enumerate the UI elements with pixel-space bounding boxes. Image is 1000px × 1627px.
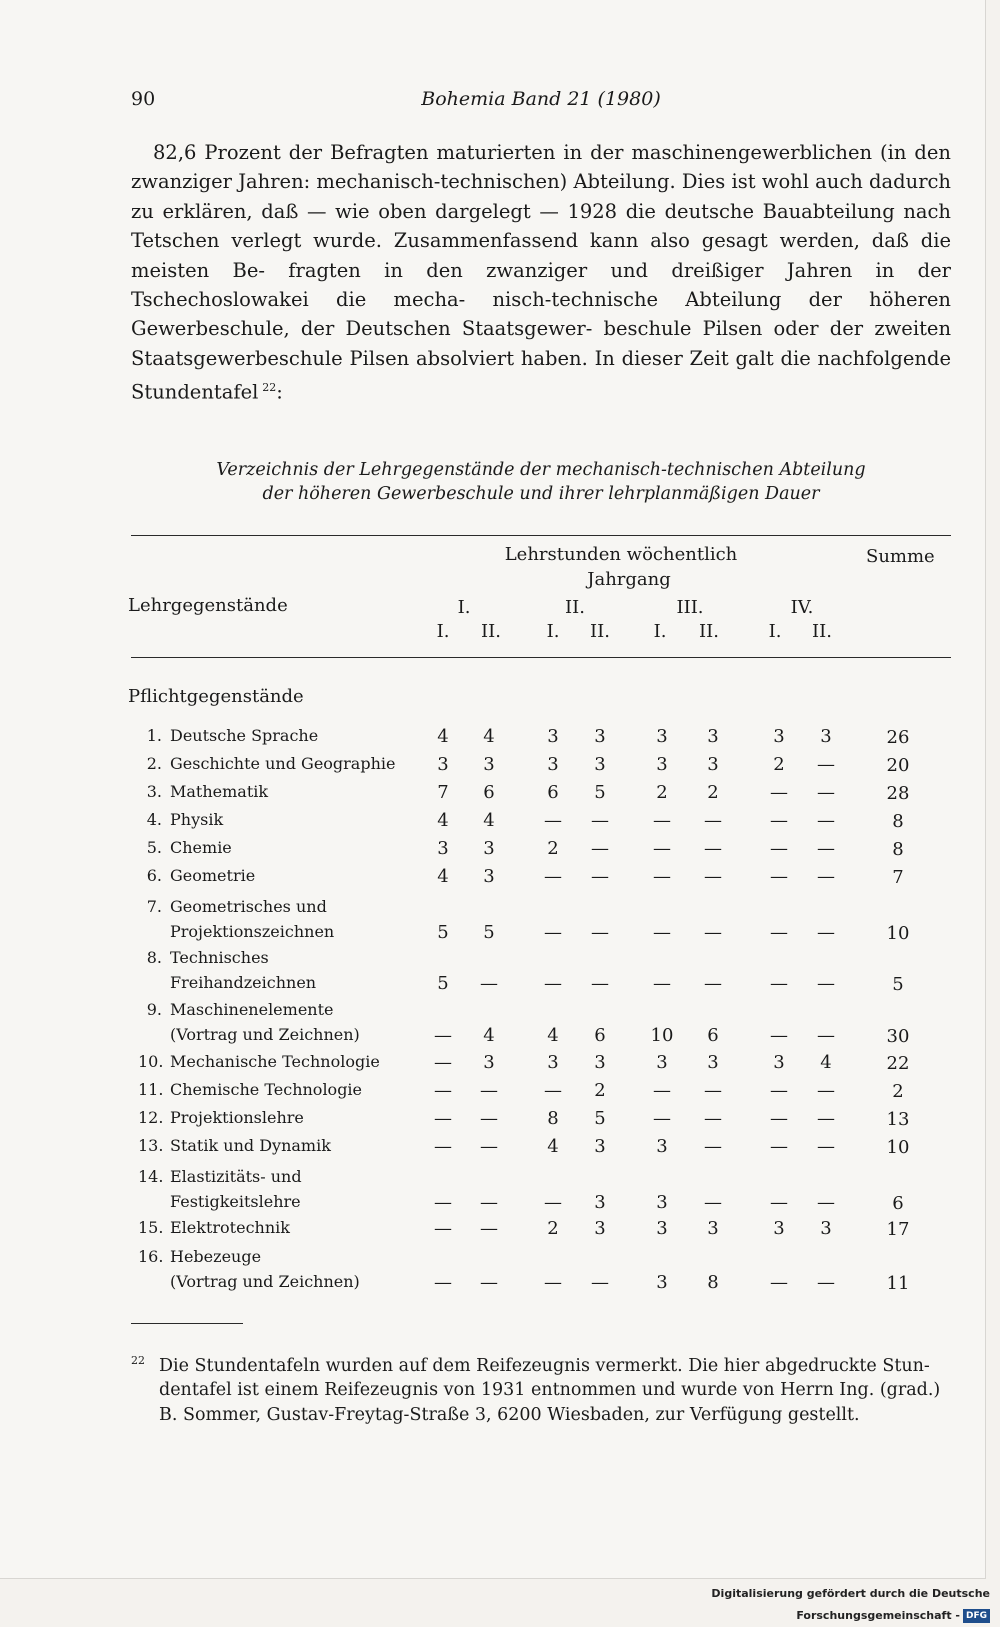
hours-cell: — [480, 1080, 498, 1101]
hours-cell: 6 [483, 782, 495, 803]
hours-cell: — [434, 1136, 452, 1157]
subject-label: 1. Deutsche Sprache [138, 724, 428, 749]
table-top-rule [131, 535, 951, 536]
hours-cell: — [591, 866, 609, 887]
subject-label: 5. Chemie [138, 836, 428, 861]
hours-cell: — [544, 1271, 562, 1293]
body-paragraph: 82,6 Prozent der Befragten maturierten in der maschinengewerblichen (in den zwanziger Jahren: mechanisch-technischen) Abteilung. Dies ist wohl auch dadurch zu erklären, daß — wie oben dargelegt — 1928 die deutsche Bauabteilung nach Tetschen verlegt wurde. Zusammenfassend kann also gesagt werden, daß die meisten Be- fragten in den zwanziger und dreißiger Jahren in der Tschechoslowakei die mecha- nisch-technische Abteilung der höheren Gewerbeschule, der Deutschen Staatsgewer- beschule Pilsen oder der zweiten Staatsgewerbeschule Pilsen absolviert haben. In dieser Zeit galt die nachfolgende Stundentafel $^{22}$: [131, 141, 952, 404]
hours-cell: — [770, 810, 788, 831]
hours-cell: — [817, 838, 835, 859]
hours-cell: 3 [656, 1218, 668, 1239]
row-number: 11. [138, 1080, 164, 1099]
dfg-logo: DFG [963, 1609, 990, 1623]
hours-cell: 3 [594, 1136, 606, 1157]
hours-cell: 3 [547, 726, 559, 747]
hours-cell: — [704, 1191, 722, 1213]
hours-cell: 3 [656, 1191, 668, 1213]
hours-cell: — [817, 1271, 835, 1293]
year-header: I. [457, 597, 471, 618]
hours-cell: — [817, 1191, 835, 1213]
sum-cell: 6 [892, 1192, 904, 1214]
hours-cell: 3 [820, 726, 832, 747]
hours-cell: — [704, 1108, 722, 1129]
hours-header: Lehrstunden wöchentlich [504, 544, 738, 565]
row-number: 3. [146, 782, 162, 801]
hours-cell: — [480, 1136, 498, 1157]
hours-cell: — [480, 1108, 498, 1129]
hours-cell: — [817, 1024, 835, 1046]
sum-cell: 7 [892, 867, 904, 888]
hours-cell: — [544, 921, 562, 943]
hours-cell: — [480, 1191, 498, 1213]
hours-cell: — [591, 810, 609, 831]
row-number: 4. [146, 810, 162, 829]
hours-cell: — [817, 1136, 835, 1157]
hours-cell: 10 [650, 1024, 674, 1046]
hours-cell: 3 [656, 1271, 668, 1293]
footnote-mark: 22 [131, 1354, 145, 1367]
subject-label: 12. Projektionslehre [138, 1106, 428, 1131]
hours-cell: 2 [547, 1218, 559, 1239]
hours-cell: — [544, 972, 562, 994]
subject-label: 10. Mechanische Technologie [138, 1050, 428, 1075]
semester-header: II. [481, 621, 501, 642]
row-number: 15. [138, 1218, 164, 1237]
semester-header: II. [699, 621, 719, 642]
hours-cell: 3 [656, 754, 668, 775]
hours-cell: 3 [483, 838, 495, 859]
hours-cell: — [653, 972, 671, 994]
hours-cell: 3 [656, 1052, 668, 1073]
hours-cell: 5 [594, 782, 606, 803]
section-label: Pflichtgegenstände [128, 686, 304, 707]
table-header-rule [131, 657, 951, 658]
sum-cell: 28 [886, 783, 910, 804]
hours-cell: 3 [594, 1052, 606, 1073]
hours-cell: — [704, 838, 722, 859]
hours-cell: — [770, 1271, 788, 1293]
hours-cell: — [770, 1024, 788, 1046]
subject-label: 6. Geometrie [138, 864, 428, 889]
page-number: 90 [131, 88, 156, 110]
hours-cell: — [817, 866, 835, 887]
hours-cell: — [653, 1080, 671, 1101]
hours-cell: — [653, 810, 671, 831]
sum-cell: 10 [886, 922, 910, 944]
year-header: II. [565, 597, 585, 618]
sum-cell: 5 [892, 973, 904, 995]
hours-cell: — [591, 921, 609, 943]
hours-cell: — [544, 810, 562, 831]
hours-cell: — [704, 972, 722, 994]
row-number: 10. [138, 1052, 164, 1071]
page-header [131, 88, 951, 114]
hours-cell: 2 [547, 838, 559, 859]
hours-cell: — [653, 866, 671, 887]
hours-cell: 2 [707, 782, 719, 803]
subject-header: Lehrgegenstände [128, 595, 288, 616]
sum-header: Summe [866, 546, 935, 567]
hours-cell: 4 [547, 1136, 559, 1157]
row-number: 2. [146, 754, 162, 773]
hours-cell: 2 [773, 754, 785, 775]
hours-cell: 3 [773, 726, 785, 747]
hours-cell: 4 [437, 726, 449, 747]
hours-cell: — [817, 1108, 835, 1129]
sum-cell: 11 [886, 1272, 910, 1294]
year-group-header: Jahrgang [587, 569, 671, 590]
subject-label: 3. Mathematik [138, 780, 428, 805]
hours-cell: — [770, 1136, 788, 1157]
row-number: 8. [146, 948, 162, 967]
row-number: 1. [146, 726, 162, 745]
hours-cell: 4 [437, 866, 449, 887]
footnote-reference[interactable]: 22 [262, 381, 277, 395]
hours-cell: 6 [707, 1024, 719, 1046]
hours-cell: — [770, 1108, 788, 1129]
hours-cell: 5 [437, 921, 449, 943]
sum-cell: 22 [886, 1053, 910, 1074]
hours-cell: — [544, 1191, 562, 1213]
hours-cell: — [480, 1271, 498, 1293]
hours-cell: 3 [707, 1052, 719, 1073]
hours-cell: — [770, 1080, 788, 1101]
semester-header: I. [436, 621, 450, 642]
hours-cell: 6 [594, 1024, 606, 1046]
hours-cell: — [434, 1218, 452, 1239]
sum-cell: 2 [892, 1081, 904, 1102]
hours-cell: — [817, 921, 835, 943]
hours-cell: — [434, 1108, 452, 1129]
subject-label: 13. Statik und Dynamik [138, 1134, 428, 1159]
sum-cell: 17 [886, 1219, 910, 1240]
subject-label: 16. Hebezeuge (Vortrag und Zeichnen) [138, 1247, 360, 1291]
hours-cell: 6 [547, 782, 559, 803]
hours-cell: — [434, 1271, 452, 1293]
semester-header: I. [653, 621, 667, 642]
hours-cell: 3 [707, 726, 719, 747]
hours-cell: 3 [437, 754, 449, 775]
hours-cell: 4 [483, 810, 495, 831]
hours-cell: — [770, 1191, 788, 1213]
hours-cell: 8 [547, 1108, 559, 1129]
hours-cell: — [770, 972, 788, 994]
hours-cell: — [770, 782, 788, 803]
row-number: 12. [138, 1108, 164, 1127]
sum-cell: 10 [886, 1137, 910, 1158]
sum-cell: 8 [892, 811, 904, 832]
hours-cell: — [434, 1191, 452, 1213]
row-number: 16. [138, 1247, 164, 1266]
hours-cell: 3 [656, 1136, 668, 1157]
hours-cell: 5 [594, 1108, 606, 1129]
subject-label: 2. Geschichte und Geographie [138, 752, 428, 777]
hours-cell: — [817, 1080, 835, 1101]
row-number: 13. [138, 1136, 164, 1155]
hours-cell: 8 [707, 1271, 719, 1293]
hours-cell: 4 [437, 810, 449, 831]
subject-label: 4. Physik [138, 808, 428, 833]
table-caption: Verzeichnis der Lehrgegenstände der mechanisch-technischen Abteilung der höheren Gewerbeschule und ihrer lehrplanmäßigen Dauer [216, 460, 866, 504]
hours-cell: 5 [483, 921, 495, 943]
hours-cell: 3 [483, 754, 495, 775]
hours-cell: 3 [547, 1052, 559, 1073]
hours-cell: — [591, 1271, 609, 1293]
row-number: 7. [146, 897, 162, 916]
hours-cell: — [704, 810, 722, 831]
hours-cell: 7 [437, 782, 449, 803]
sum-cell: 20 [886, 755, 910, 776]
hours-cell: — [434, 1024, 452, 1046]
row-number: 5. [146, 838, 162, 857]
hours-cell: 3 [707, 754, 719, 775]
hours-cell: 3 [483, 1052, 495, 1073]
hours-cell: 3 [594, 726, 606, 747]
hours-cell: 3 [594, 754, 606, 775]
hours-cell: 5 [437, 972, 449, 994]
subject-label: 15. Elektrotechnik [138, 1216, 428, 1241]
hours-cell: — [704, 1136, 722, 1157]
hours-cell: 3 [594, 1191, 606, 1213]
sum-cell: 30 [886, 1025, 910, 1047]
hours-cell: 3 [656, 726, 668, 747]
year-header: IV. [790, 597, 814, 618]
hours-cell: 4 [483, 726, 495, 747]
hours-cell: — [704, 866, 722, 887]
hours-cell: — [653, 838, 671, 859]
hours-cell: — [770, 866, 788, 887]
semester-header: I. [546, 621, 560, 642]
hours-cell: 4 [483, 1024, 495, 1046]
semester-header: II. [590, 621, 610, 642]
hours-cell: 4 [820, 1052, 832, 1073]
hours-cell: — [544, 866, 562, 887]
hours-cell: 3 [437, 838, 449, 859]
year-header: III. [676, 597, 704, 618]
hours-cell: 3 [773, 1218, 785, 1239]
running-head: Bohemia Band 21 (1980) [421, 88, 661, 110]
hours-cell: — [704, 1080, 722, 1101]
hours-cell: 3 [547, 754, 559, 775]
hours-cell: 2 [594, 1080, 606, 1101]
sum-cell: 13 [886, 1109, 910, 1130]
footnote-rule [131, 1323, 243, 1324]
sum-cell: 8 [892, 839, 904, 860]
hours-cell: — [544, 1080, 562, 1101]
hours-cell: 4 [547, 1024, 559, 1046]
hours-cell: — [591, 972, 609, 994]
semester-header: II. [812, 621, 832, 642]
digitization-credit: Digitalisierung gefördert durch die Deutsche Forschungsgemeinschaft - DFG [711, 1587, 990, 1622]
hours-cell: — [653, 1108, 671, 1129]
hours-cell: — [434, 1052, 452, 1073]
hours-cell: 3 [594, 1218, 606, 1239]
hours-cell: — [770, 921, 788, 943]
sum-cell: 26 [886, 727, 910, 748]
subject-label: 7. Geometrisches und Projektionszeichnen [138, 895, 428, 944]
hours-cell: — [653, 921, 671, 943]
hours-cell: — [704, 921, 722, 943]
hours-cell: 3 [483, 866, 495, 887]
subject-label: 9. Maschinenelemente (Vortrag und Zeichnen) [138, 998, 428, 1047]
footnote: $^{22}$ Die Stundentafeln wurden auf dem Reifezeugnis vermerkt. Die hier abgedruckte Stun- dentafel ist einem Reifezeugnis von 1931 entnommen und wurde von Herrn Ing. (grad.) B. Sommer, Gustav-Freytag-Straße 3, 6200 Wiesbaden, zur Verfügung gestellt. [131, 1354, 941, 1425]
subject-label: 14. Elastizitäts- und Festigkeitslehre [138, 1167, 302, 1211]
hours-cell: — [770, 838, 788, 859]
hours-cell: — [817, 754, 835, 775]
subject-label: 11. Chemische Technologie [138, 1078, 428, 1103]
hours-cell: — [817, 810, 835, 831]
hours-cell: — [480, 1218, 498, 1239]
hours-cell: 3 [707, 1218, 719, 1239]
hours-cell: — [817, 782, 835, 803]
hours-cell: 3 [820, 1218, 832, 1239]
hours-cell: — [591, 838, 609, 859]
hours-cell: 3 [773, 1052, 785, 1073]
hours-cell: 2 [656, 782, 668, 803]
semester-header: I. [768, 621, 782, 642]
row-number: 6. [146, 866, 162, 885]
subject-label: 8. Technisches Freihandzeichnen [138, 946, 428, 995]
hours-cell: — [480, 972, 498, 994]
hours-cell: — [817, 972, 835, 994]
row-number: 14. [138, 1167, 164, 1186]
row-number: 9. [146, 1000, 162, 1019]
hours-cell: — [434, 1080, 452, 1101]
